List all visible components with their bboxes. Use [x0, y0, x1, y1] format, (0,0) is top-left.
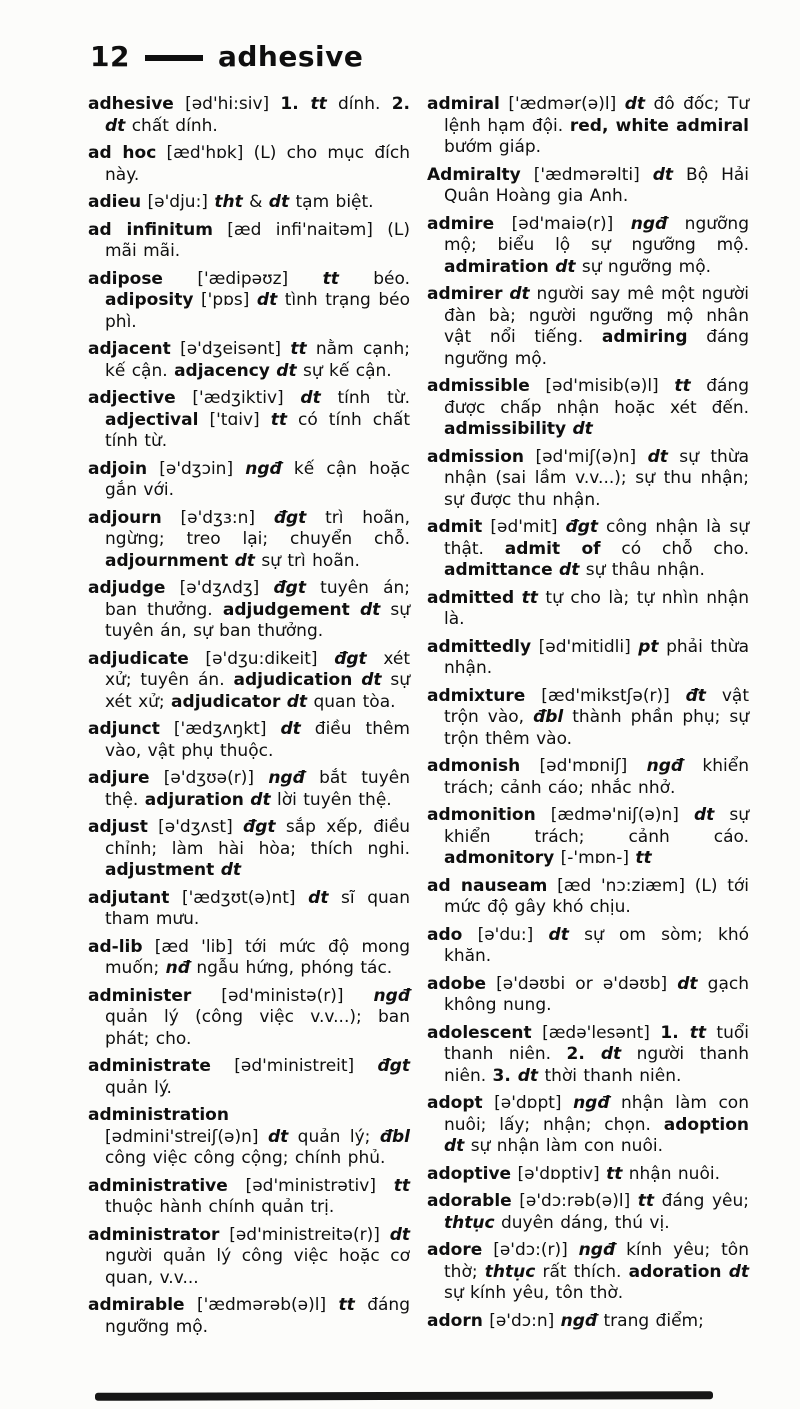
column-right [427, 94, 749, 1344]
pos-label: tt [310, 94, 327, 114]
definition-text: ['ædʒʊt(ə)nt] [169, 887, 309, 908]
definition-text: ngưỡng mộ; biểu lộ sự ngưỡng mộ. [444, 213, 749, 255]
pos-label: tht [214, 192, 243, 212]
headword: adieu [88, 192, 142, 212]
dictionary-entry [88, 508, 410, 573]
definition-text: sự kính yêu, tôn thờ. [444, 1283, 624, 1303]
pos-label: dt [693, 805, 715, 825]
dictionary-entry [88, 1105, 410, 1170]
definition-text: phải thừa nhận. [444, 636, 749, 678]
pos-label: dt [234, 550, 255, 571]
dictionary-entry [427, 805, 749, 870]
definition-text: [əd'ministreit] [210, 1056, 378, 1076]
definition-text: xét xử; tuyên án. [105, 648, 410, 690]
sub-headword: 1. [660, 1022, 690, 1043]
page-number: 12 [90, 40, 130, 73]
definition-text: ['ædʒʌŋkt] [159, 719, 281, 739]
pos-label: dt [555, 256, 576, 277]
dictionary-entry [88, 220, 410, 263]
definition-text: [əd'hi:siv] [173, 94, 281, 114]
definition-text: [ædmə'niʃ(ə)n] [535, 805, 694, 825]
dictionary-entry [427, 637, 749, 680]
headword: administration [88, 1105, 229, 1125]
pos-label: dt [652, 164, 674, 185]
definition-text: & [242, 192, 269, 212]
pos-label: tt [637, 1191, 655, 1211]
definition-text: [əd'maiə(r)] [494, 213, 631, 234]
dictionary-entry [427, 165, 749, 208]
scan-artifact-bar [95, 1391, 713, 1401]
headword: adjoin [88, 458, 148, 479]
dictionary-entry [427, 284, 749, 370]
headword: administer [88, 985, 192, 1006]
headword: ad infinitum [88, 219, 213, 240]
headword: ad nauseam [427, 875, 548, 896]
headword: adolescent [427, 1022, 532, 1043]
definition-text: ['ædmərəb(ə)l] [184, 1295, 339, 1315]
sub-headword: 1. [280, 94, 311, 114]
definition-text: sự nhận làm con nuôi. [464, 1136, 663, 1156]
headword: Admiralty [427, 164, 521, 185]
pos-label: dt [276, 360, 297, 381]
definition-text: bướm giáp. [444, 137, 542, 157]
definition-text: người quản lý công việc hoặc cơ quan, v.v... [105, 1246, 410, 1288]
dictionary-entry [88, 339, 410, 382]
definition-text: vật trộn vào, [444, 685, 749, 727]
definition-text: tình trạng béo phì. [105, 290, 411, 332]
sub-headword: adoration [628, 1261, 722, 1282]
sub-headword: 2. [391, 94, 410, 114]
definition-text: thời thanh niên. [538, 1065, 682, 1086]
definition-text: [əd'ministreitə(r)] [219, 1224, 390, 1245]
pos-label: ngđ [630, 213, 668, 234]
sub-headword: adjectival [105, 409, 199, 430]
headword: adipose [88, 268, 163, 289]
dictionary-entry [427, 974, 749, 1017]
headword: adjacent [88, 339, 171, 359]
pos-label: ngđ [245, 458, 282, 479]
pos-label: dt [548, 924, 569, 945]
dictionary-entry [88, 143, 410, 186]
definition-text: béo. [338, 268, 410, 289]
headword: adoptive [427, 1163, 512, 1184]
definition-text: nhận làm con nuôi; lấy; nhận; chọn. [444, 1093, 749, 1135]
pos-label: đt [685, 685, 706, 706]
pos-label: tt [393, 1175, 410, 1196]
sub-headword: admonitory [444, 848, 555, 868]
dictionary-entry [427, 876, 749, 919]
sub-headword: admittance [444, 560, 553, 580]
definition-text: sự om sòm; khó khăn. [444, 924, 749, 966]
definition-text: [əd'miʃ(ə)n] [524, 446, 648, 467]
definition-text: đáng ngưỡng mộ. [105, 1295, 411, 1337]
definition-text: kế cận hoặc gắn với. [105, 458, 410, 500]
definition-text: [ə'dʒʌdʒ] [165, 578, 274, 598]
pos-label: ngđ [373, 985, 410, 1006]
pos-label: pt [638, 636, 659, 657]
dictionary-entry [427, 214, 749, 279]
headword: adjourn [88, 507, 162, 528]
dictionary-entry [88, 888, 410, 931]
header-guide-word: adhesive [217, 40, 364, 73]
pos-label: dt [359, 599, 381, 620]
definition-text: thành phần phụ; sự trộn thêm vào. [444, 707, 749, 749]
dictionary-entry [88, 388, 410, 453]
headword: admonition [427, 805, 536, 825]
dictionary-entry [88, 94, 410, 137]
pos-label: đbl [533, 707, 564, 727]
definition-text: thuộc hành chính quản trị. [105, 1197, 335, 1217]
definition-text: [ædə'lesənt] [531, 1022, 661, 1043]
pos-label: dt [647, 446, 668, 467]
definition-text: ngẫu hứng, phóng tác. [189, 958, 393, 978]
definition-text: [ə'dəʊbi or ə'dəʊb] [486, 973, 678, 994]
dictionary-entry [88, 1225, 410, 1290]
sub-headword: adjudgement [222, 599, 350, 620]
definition-text: ['ædʒiktiv] [175, 388, 301, 408]
definition-text: [æd 'nɔ:ziæm] (L) tới mức độ gây khó chịu. [444, 875, 749, 917]
sub-headword: red, white admiral [569, 115, 749, 136]
pos-label: đgt [377, 1056, 410, 1076]
definition-text: [əd'ministrətiv] [227, 1175, 394, 1196]
dictionary-entry [88, 768, 410, 811]
definition-text: gạch không nung. [444, 973, 749, 1015]
dictionary-entry [427, 1191, 749, 1234]
dictionary-entry [427, 686, 749, 751]
pos-label: đgt [273, 578, 306, 598]
sub-headword: adjournment [105, 550, 229, 571]
headword: ado [427, 924, 463, 945]
definition-text: [ə'dɒpt] [482, 1093, 574, 1113]
pos-label: dt [361, 670, 382, 690]
definition-text: ['ædipəʊz] [162, 268, 323, 289]
dictionary-entry [427, 517, 749, 582]
pos-label: ngđ [268, 768, 305, 788]
sub-headword: adjudication [233, 670, 353, 690]
definition-text: sự khiển trách; cảnh cáo. [444, 805, 749, 847]
headword: adjudicate [88, 648, 189, 669]
pos-label: dt [308, 887, 329, 908]
definition-text: [æd infi'naitəm] (L) mãi mãi. [105, 219, 410, 261]
headword: adjust [88, 817, 148, 837]
definition-text: sĩ quan tham mưu. [105, 887, 410, 929]
definition-text: duyên dáng, thú vị. [494, 1212, 670, 1233]
headword: adjutant [88, 887, 170, 908]
definition-text: công việc công cộng; chính phủ. [105, 1148, 386, 1168]
pos-label: tt [689, 1022, 706, 1043]
definition-text: [ə'dʒʊə(r)] [149, 768, 269, 788]
definition-text: lời tuyên thệ. [270, 789, 392, 810]
dictionary-entry [88, 937, 410, 980]
pos-label: dt [286, 691, 308, 712]
headword: adorable [427, 1191, 512, 1211]
definition-text: nhận nuôi. [622, 1163, 720, 1184]
pos-label: ngđ [646, 756, 684, 776]
pos-label: tt [322, 268, 339, 289]
pos-label: đbl [379, 1126, 410, 1147]
headword: administrative [88, 1175, 228, 1196]
definition-text: sắp xếp, điều chỉnh; làm hài hòa; thích nghi. [105, 817, 410, 859]
definition-text: người say mê một người đàn bà; người ngưỡng mộ nhân vật nổi tiếng. [444, 284, 749, 347]
pos-label: dt [256, 290, 278, 310]
dictionary-entry [427, 447, 749, 512]
definition-text: ['ædmərəlti] [520, 164, 653, 185]
dictionary-entry [88, 192, 410, 214]
definition-text: [ə'dɔ:rəb(ə)l] [511, 1191, 638, 1211]
headword: admirer [427, 284, 503, 304]
headword: admitted [427, 587, 515, 608]
definition-text: [ə'dʒʌst] [147, 817, 244, 837]
sub-headword: adjudicator [171, 691, 281, 712]
definition-text: [-'mɒn-] [554, 848, 636, 868]
column-left [88, 94, 410, 1344]
pos-label: dt [572, 419, 593, 439]
dictionary-entry [427, 756, 749, 799]
definition-text: chất dính. [125, 115, 218, 136]
headword: administrate [88, 1056, 211, 1076]
headword: adjective [88, 388, 176, 408]
definition-text: quản lý (công việc v.v...); ban phát; cho. [105, 1007, 410, 1049]
definition-text: sự thừa nhận (sai lầm v.v...); sự thu nhận; sự được thu nhận. [444, 446, 749, 510]
sub-headword: admissibility [444, 419, 567, 439]
definition-text: có tính chất tính từ. [105, 409, 410, 451]
pos-label: đgt [334, 648, 367, 669]
dictionary-entry [88, 459, 410, 502]
pos-label: dt [268, 192, 290, 212]
headword: ad hoc [88, 143, 157, 163]
definition-text: khiển trách; cảnh cáo; nhắc nhở. [444, 756, 749, 798]
headword: admit [427, 517, 483, 537]
definition-text: ['ædmər(ə)l] [499, 94, 625, 114]
definition-text: rất thích. [535, 1261, 629, 1282]
definition-text: kính yêu; tôn thờ; [444, 1240, 749, 1282]
definition-text: sự ngưỡng mộ. [575, 256, 711, 277]
definition-text: [ə'dʒɔin] [147, 458, 246, 479]
definition-text: [ə'dju:] [141, 192, 215, 212]
dictionary-entry [88, 719, 410, 762]
dictionary-entry [427, 1023, 749, 1088]
pos-label: đgt [565, 517, 598, 537]
definition-text: ['pɒs] [193, 290, 257, 310]
headword: adjudge [88, 578, 166, 598]
dictionary-entry [427, 1311, 749, 1333]
definition-text: [ə'du:] [462, 924, 549, 945]
headword: ad-lib [88, 936, 143, 957]
pos-label: tt [635, 848, 652, 868]
definition-text: người thanh niên. [444, 1044, 749, 1086]
headword: admonish [427, 756, 521, 776]
pos-label: đgt [273, 507, 307, 528]
definition-text: [ə'dʒu:dikeit] [188, 648, 335, 669]
pos-label: dt [517, 1065, 539, 1086]
pos-label: dt [728, 1261, 749, 1282]
sub-headword: 2. [566, 1044, 601, 1064]
pos-label: dt [280, 719, 301, 739]
dictionary-entry [88, 578, 410, 643]
definition-text [722, 1262, 729, 1282]
definition-text: [əd'mɒniʃ] [520, 756, 647, 776]
definition-text: [æd'mikstʃə(r)] [525, 685, 686, 706]
definition-text: trì hoãn, ngừng; treo lại; chuyển chỗ. [105, 507, 410, 549]
headword: admixture [427, 685, 526, 706]
sub-headword: adjustment [105, 860, 215, 880]
dictionary-entry [427, 1240, 749, 1305]
headword: adhesive [88, 94, 174, 114]
dictionary-entry [88, 817, 410, 882]
definition-text: nằm cạnh; kế cận. [105, 339, 410, 381]
definition-text: [ədmini'streiʃ(ə)n] [105, 1126, 268, 1147]
headword: admirable [88, 1295, 185, 1315]
definition-text: [æd 'lib] tới mức độ mong muốn; [105, 936, 410, 978]
definition-text: [ə'dʒɜ:n] [161, 507, 274, 528]
headword: adorn [427, 1310, 483, 1331]
definition-text: quản lý; [288, 1126, 380, 1147]
definition-text: đáng được chấp nhận hoặc xét đến. [444, 376, 749, 418]
definition-text: bắt tuyên thệ. [105, 768, 411, 810]
definition-text: tuổi thanh niên. [444, 1022, 749, 1064]
definition-text: [ə'dɒptiv] [511, 1163, 607, 1184]
dictionary-entry [427, 925, 749, 968]
definition-text: đô đốc; Tư lệnh hạm đội. [444, 94, 749, 136]
pos-label: thtục [484, 1261, 536, 1282]
pos-label: dt [444, 1136, 465, 1156]
definition-text: ['tɑiv] [198, 409, 271, 430]
sub-headword: admit of [504, 538, 601, 559]
pos-label: dt [509, 284, 530, 304]
pos-label: dt [267, 1126, 289, 1147]
definition-text [350, 600, 360, 620]
definition-text: [əd'mitidli] [531, 636, 639, 657]
dictionary-entry [88, 986, 410, 1051]
pos-label: tt [338, 1295, 355, 1315]
dictionary-entry [427, 1093, 749, 1158]
definition-text: công nhận là sự thật. [444, 517, 749, 559]
definition-text: [ə'dɔ:(r)] [482, 1240, 579, 1260]
sub-headword: adoption [663, 1114, 749, 1135]
definition-text: [æd'hɒk] (L) cho mục đích này. [105, 143, 410, 185]
pos-label: tt [270, 409, 287, 430]
pos-label: dt [677, 973, 698, 994]
dictionary-entry [88, 649, 410, 714]
headword: admire [427, 213, 495, 234]
sub-headword: adiposity [105, 290, 194, 310]
pos-label: đgt [243, 817, 276, 837]
pos-label: dt [559, 560, 580, 580]
pos-label: ngđ [573, 1093, 610, 1113]
headword: adobe [427, 973, 487, 994]
definition-text: [əd'ministə(r)] [191, 985, 374, 1006]
dictionary-entry [88, 1056, 410, 1099]
definition-text: [əd'mit] [482, 517, 566, 537]
headword: admiral [427, 94, 500, 114]
dictionary-entry [427, 376, 749, 441]
sub-headword: 3. [492, 1065, 518, 1086]
dictionary-entry [427, 94, 749, 159]
pos-label: dt [389, 1224, 410, 1245]
definition-text: quản lý. [105, 1077, 172, 1098]
sub-headword: admiration [444, 256, 549, 277]
definition-text: [ə'dʒeisənt] [170, 339, 291, 359]
definition-text: [ə'dɔ:n] [482, 1310, 561, 1331]
pos-label: dt [220, 860, 241, 880]
pos-label: tt [290, 339, 307, 359]
pos-label: dt [105, 115, 126, 136]
dictionary-entry [427, 1164, 749, 1186]
dictionary-entry [88, 1176, 410, 1219]
definition-text: sự trì hoãn. [254, 550, 360, 571]
definition-text: đáng ngưỡng mộ. [444, 327, 749, 369]
headword: admissible [427, 376, 530, 396]
header-rule [145, 55, 203, 61]
pos-label: dt [300, 388, 321, 408]
headword: adopt [427, 1093, 483, 1113]
definition-text: tạm biệt. [289, 192, 374, 212]
definition-text: quan tòa. [307, 691, 396, 712]
definition-text: sự kế cận. [296, 360, 392, 381]
pos-label: ngđ [560, 1310, 598, 1331]
headword: admittedly [427, 636, 532, 657]
definition-text: có chỗ cho. [600, 538, 749, 559]
pos-label: tt [521, 587, 538, 608]
pos-label: dt [624, 94, 645, 114]
dictionary-entry [88, 1295, 410, 1338]
definition-text: dính. [326, 94, 392, 114]
pos-label: tt [674, 376, 691, 396]
headword: administrator [88, 1224, 220, 1245]
pos-label: ngđ [578, 1240, 616, 1260]
headword: adore [427, 1240, 483, 1260]
definition-text [352, 670, 361, 690]
definition-text: tự cho là; tự nhìn nhận là. [444, 587, 750, 629]
headword: adjunct [88, 719, 160, 739]
pos-label: dt [250, 789, 271, 810]
sub-headword: admiring [601, 327, 688, 347]
pos-label: nđ [165, 958, 190, 978]
definition-text: sự xét xử; [105, 670, 411, 712]
headword: adjure [88, 768, 150, 788]
definition-text: tính từ. [320, 388, 410, 408]
sub-headword: adjacency [174, 360, 270, 381]
pos-label: tt [606, 1163, 623, 1184]
page-header [90, 40, 363, 73]
definition-text: sự tuyên án, sự ban thưởng. [105, 599, 411, 641]
definition-text: Bộ Hải Quân Hoàng gia Anh. [444, 164, 750, 206]
dictionary-entry [88, 269, 410, 334]
definition-text: điều thêm vào, vật phụ thuộc. [105, 719, 410, 761]
pos-label: thtục [444, 1212, 495, 1233]
definition-text: tuyên án; ban thưởng. [105, 578, 410, 620]
definition-text: [əd'misib(ə)l] [529, 376, 675, 396]
dictionary-columns [88, 94, 750, 1344]
definition-text: đáng yêu; [654, 1191, 750, 1211]
definition-text [514, 588, 522, 608]
pos-label: dt [600, 1044, 622, 1064]
definition-text: trang điểm; [597, 1310, 704, 1331]
dictionary-entry [427, 588, 749, 631]
headword: admission [427, 446, 525, 467]
definition-text: sự thâu nhận. [579, 560, 705, 580]
sub-headword: adjuration [144, 789, 244, 810]
